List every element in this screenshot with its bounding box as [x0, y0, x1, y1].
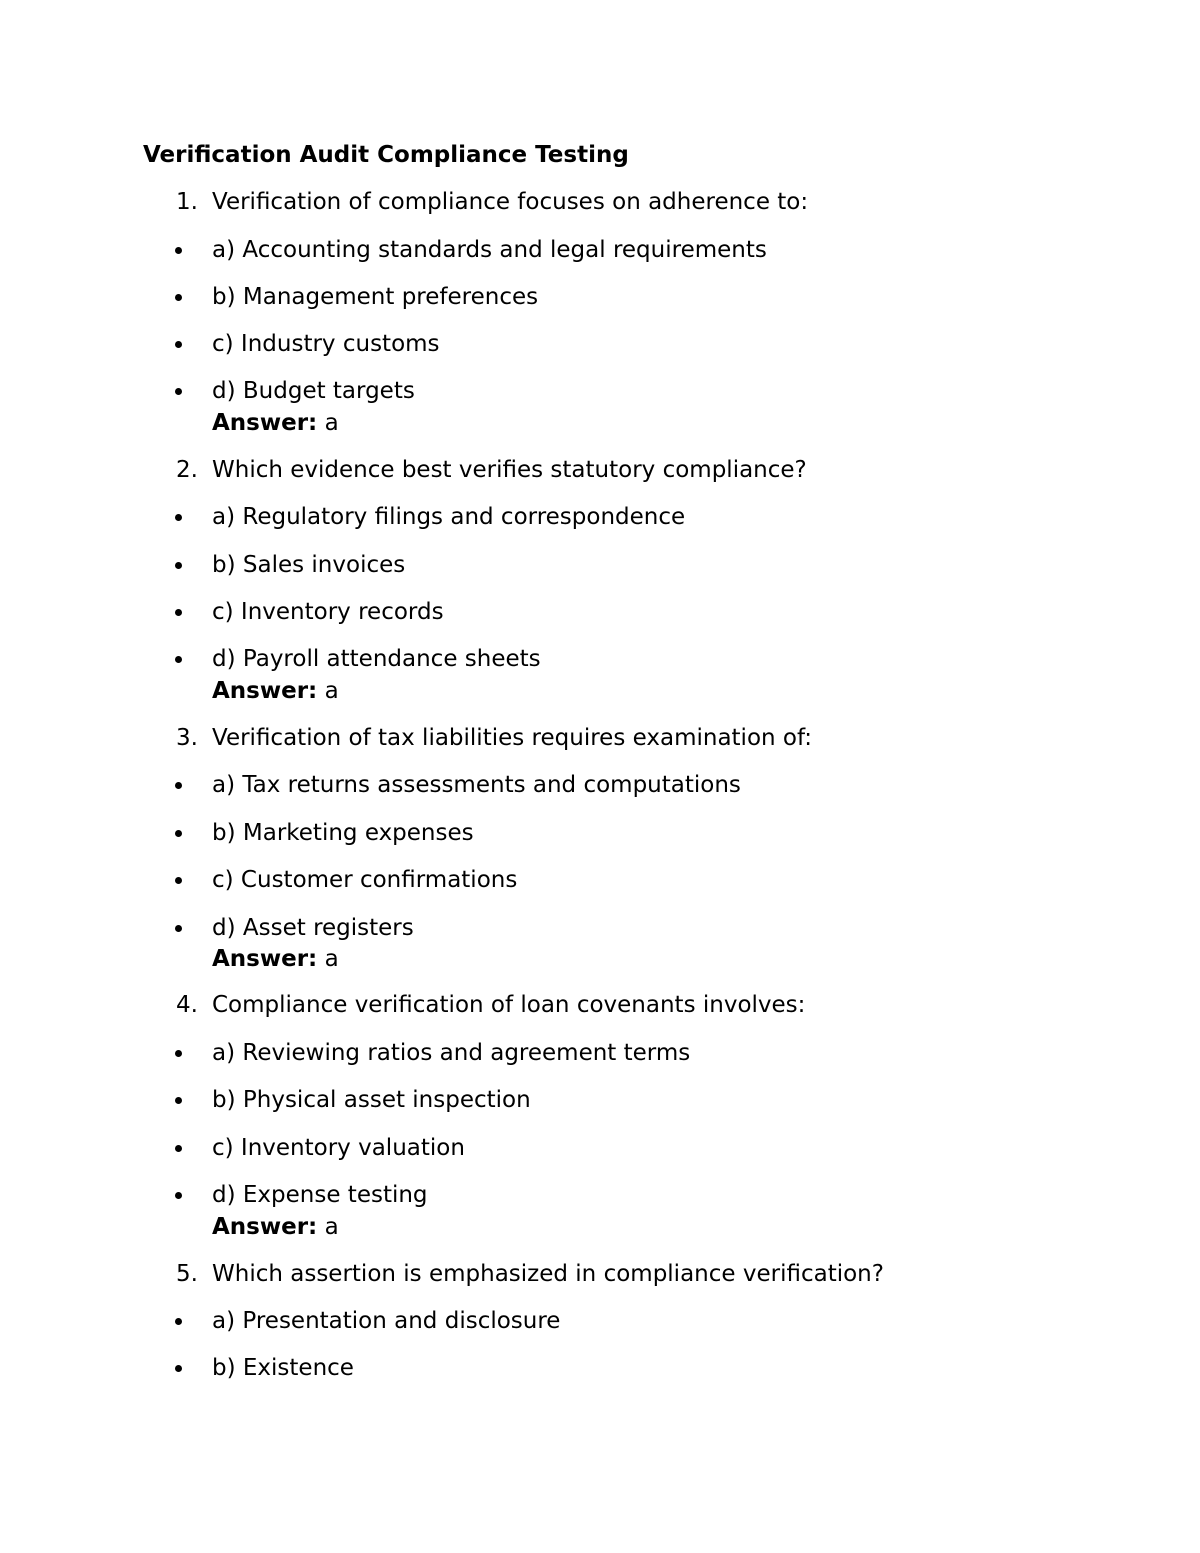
bullet-icon [175, 830, 182, 837]
option-text: d) Expense testing [212, 1182, 428, 1208]
answer-line [212, 1211, 339, 1243]
answer-value: a [324, 946, 339, 972]
question-number: 5. [176, 1261, 198, 1287]
question-line [0, 722, 1200, 754]
option-text: a) Reviewing ratios and agreement terms [212, 1040, 691, 1066]
option-text: a) Accounting standards and legal requirements [212, 237, 767, 263]
bullet-icon [175, 1097, 182, 1104]
bullet-icon [175, 1318, 182, 1325]
option-item [0, 817, 1200, 849]
bullet-icon [175, 782, 182, 789]
option-item [0, 912, 1200, 944]
bullet-icon [175, 294, 182, 301]
answer-line [212, 675, 339, 707]
option-text: b) Marketing expenses [212, 820, 474, 846]
bullet-icon [175, 1365, 182, 1372]
question-text: Which evidence best verifies statutory compliance? [212, 457, 807, 483]
option-text: b) Sales invoices [212, 552, 406, 578]
question-text: Which assertion is emphasized in compliance verification? [212, 1261, 884, 1287]
option-item [0, 549, 1200, 581]
bullet-icon [175, 562, 182, 569]
answer-label: Answer: [212, 410, 318, 436]
option-item [0, 1179, 1200, 1211]
option-item [0, 501, 1200, 533]
option-text: d) Payroll attendance sheets [212, 646, 541, 672]
option-text: c) Industry customs [212, 331, 440, 357]
question-number: 2. [176, 457, 198, 483]
option-item [0, 375, 1200, 407]
option-item [0, 1037, 1200, 1069]
document-title: Verification Audit Compliance Testing [143, 142, 629, 168]
bullet-icon [175, 656, 182, 663]
answer-value: a [324, 410, 339, 436]
option-text: b) Existence [212, 1355, 354, 1381]
bullet-icon [175, 388, 182, 395]
option-text: c) Inventory records [212, 599, 444, 625]
option-item [0, 643, 1200, 675]
question-line [0, 454, 1200, 486]
bullet-icon [175, 877, 182, 884]
option-text: c) Inventory valuation [212, 1135, 465, 1161]
bullet-icon [175, 609, 182, 616]
option-item [0, 234, 1200, 266]
answer-label: Answer: [212, 1214, 318, 1240]
question-number: 3. [176, 725, 198, 751]
option-item [0, 1352, 1200, 1384]
option-text: b) Physical asset inspection [212, 1087, 531, 1113]
bullet-icon [175, 1192, 182, 1199]
question-number: 4. [176, 992, 198, 1018]
answer-line [212, 943, 339, 975]
bullet-icon [175, 341, 182, 348]
question-number: 1. [176, 189, 198, 215]
bullet-icon [175, 925, 182, 932]
option-text: a) Presentation and disclosure [212, 1308, 561, 1334]
option-item [0, 864, 1200, 896]
answer-value: a [324, 678, 339, 704]
question-3 [0, 722, 1200, 754]
question-text: Compliance verification of loan covenants involves: [212, 992, 806, 1018]
option-text: d) Budget targets [212, 378, 415, 404]
question-line [0, 989, 1200, 1021]
option-item [0, 1132, 1200, 1164]
answer-line [212, 407, 339, 439]
bullet-icon [175, 1050, 182, 1057]
question-text: Verification of tax liabilities requires examination of: [212, 725, 812, 751]
option-text: d) Asset registers [212, 915, 414, 941]
option-item [0, 596, 1200, 628]
bullet-icon [175, 1145, 182, 1152]
question-2 [0, 454, 1200, 486]
question-line [0, 186, 1200, 218]
option-text: a) Tax returns assessments and computations [212, 772, 741, 798]
option-item [0, 281, 1200, 313]
question-4 [0, 989, 1200, 1021]
question-5 [0, 1258, 1200, 1290]
answer-label: Answer: [212, 946, 318, 972]
question-line [0, 1258, 1200, 1290]
bullet-icon [175, 514, 182, 521]
option-item [0, 1084, 1200, 1116]
question-text: Verification of compliance focuses on adherence to: [212, 189, 809, 215]
answer-label: Answer: [212, 678, 318, 704]
option-item [0, 1305, 1200, 1337]
option-item [0, 769, 1200, 801]
option-text: b) Management preferences [212, 284, 539, 310]
option-text: a) Regulatory filings and correspondence [212, 504, 686, 530]
option-text: c) Customer confirmations [212, 867, 518, 893]
option-item [0, 328, 1200, 360]
question-1 [0, 186, 1200, 218]
answer-value: a [324, 1214, 339, 1240]
bullet-icon [175, 247, 182, 254]
